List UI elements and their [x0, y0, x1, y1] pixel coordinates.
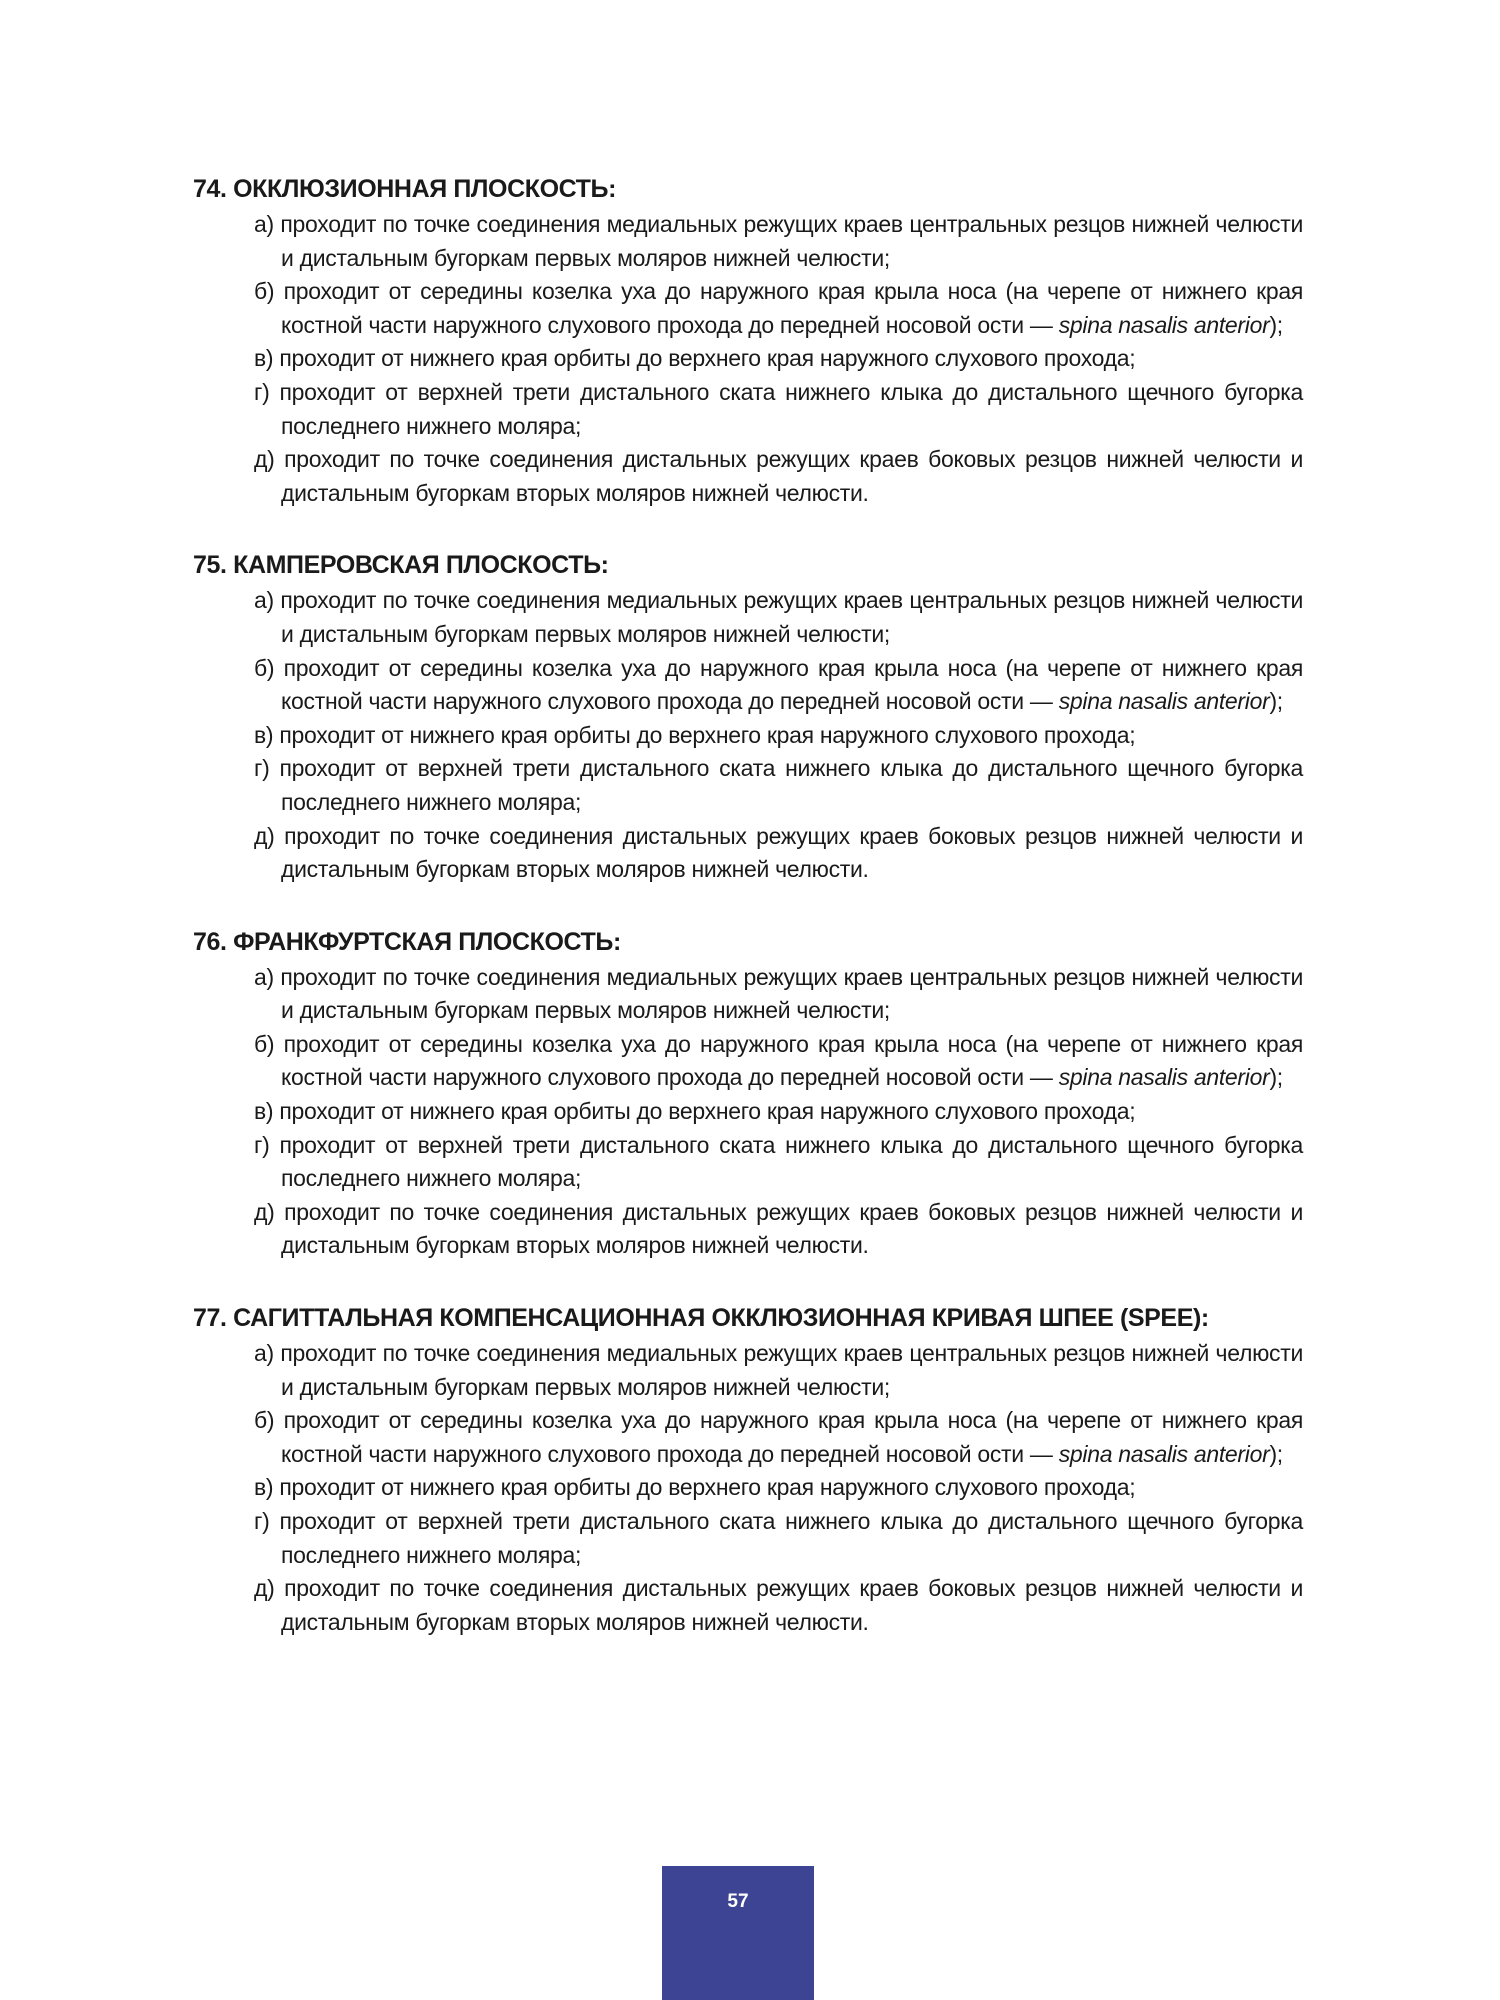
option-a: а) проходит по точке соединения медиальных режущих краев центральных резцов нижней челюсти и дистальным бугоркам первых моляров нижней челюсти;	[254, 1340, 1304, 1400]
answer-options	[193, 1337, 1303, 1639]
option-a: а) проходит по точке соединения медиальных режущих краев центральных резцов нижней челюсти и дистальным бугоркам первых моляров нижней челюсти;	[254, 963, 1304, 1024]
option-g: г) проходит от верхней трети дистального ската нижнего клыка до дистального щечного бугорка последнего нижнего моляра;	[254, 1131, 1303, 1192]
option-a: а) проходит по точке соединения медиальных режущих краев центральных резцов нижней челюсти и дистальным бугоркам первых моляров нижней челюсти;	[254, 211, 1304, 271]
option-d: д) проходит по точке соединения дистальных режущих краев боковых резцов нижней челюсти и дистальным бугоркам вторых моляров нижней челюсти.	[254, 446, 1304, 506]
question-74	[193, 172, 1303, 510]
option-g: г) проходит от верхней трети дистального ската нижнего клыка до дистального щечного бугорка последнего нижнего моляра;	[254, 755, 1303, 815]
option-a: а) проходит по точке соединения медиальных режущих краев центральных резцов нижней челюсти и дистальным бугоркам первых моляров нижней челюсти;	[254, 587, 1304, 647]
page-content	[193, 172, 1303, 1677]
option-b: б) проходит от середины козелка уха до наружного края крыла носа (на черепе от нижнего края костной части наружного слухового прохода до передней носовой ости — spina nasalis anterior);	[254, 1030, 1303, 1091]
option-b: б) проходит от середины козелка уха до наружного края крыла носа (на черепе от нижнего края костной части наружного слухового прохода до передней носовой ости — spina nasalis anterior);	[254, 654, 1303, 715]
option-d: д) проходит по точке соединения дистальных режущих краев боковых резцов нижней челюсти и дистальным бугоркам вторых моляров нижней челюсти.	[254, 1198, 1304, 1259]
answer-options	[193, 961, 1303, 1263]
option-v: в) проходит от нижнего края орбиты до верхнего края наружного слухового прохода;	[254, 1098, 1136, 1125]
question-76	[193, 925, 1303, 1263]
option-d: д) проходит по точке соединения дистальных режущих краев боковых резцов нижней челюсти и дистальным бугоркам вторых моляров нижней челюсти.	[254, 1575, 1304, 1635]
option-b: б) проходит от середины козелка уха до наружного края крыла носа (на черепе от нижнего края костной части наружного слухового прохода до передней носовой ости — spina nasalis anterior);	[254, 278, 1303, 338]
option-g: г) проходит от верхней трети дистального ската нижнего клыка до дистального щечного бугорка последнего нижнего моляра;	[254, 1508, 1303, 1568]
question-title: 75. КАМПЕРОВСКАЯ ПЛОСКОСТЬ:	[193, 551, 609, 580]
question-77	[193, 1301, 1303, 1639]
answer-options	[193, 208, 1303, 510]
option-d: д) проходит по точке соединения дистальных режущих краев боковых резцов нижней челюсти и дистальным бугоркам вторых моляров нижней челюсти.	[254, 822, 1304, 883]
option-v: в) проходит от нижнего края орбиты до верхнего края наружного слухового прохода;	[254, 721, 1136, 748]
page-number-badge	[662, 1866, 814, 2000]
option-v: в) проходит от нижнего края орбиты до верхнего края наружного слухового прохода;	[254, 1474, 1136, 1501]
question-title: 76. ФРАНКФУРТСКАЯ ПЛОСКОСТЬ:	[193, 927, 621, 956]
answer-options	[193, 584, 1303, 886]
option-g: г) проходит от верхней трети дистального ската нижнего клыка до дистального щечного бугорка последнего нижнего моляра;	[254, 378, 1303, 439]
page-number: 57	[727, 1891, 749, 1912]
question-75	[193, 548, 1303, 886]
question-title: 77. САГИТТАЛЬНАЯ КОМПЕНСАЦИОННАЯ ОККЛЮЗИОННАЯ КРИВАЯ ШПЕЕ (SPEE):	[193, 1304, 1209, 1333]
option-b: б) проходит от середины козелка уха до наружного края крыла носа (на черепе от нижнего края костной части наружного слухового прохода до передней носовой ости — spina nasalis anterior);	[254, 1407, 1303, 1467]
question-title: 74. ОККЛЮЗИОННАЯ ПЛОСКОСТЬ:	[193, 175, 617, 203]
option-v: в) проходит от нижнего края орбиты до верхнего края наружного слухового прохода;	[254, 345, 1136, 372]
